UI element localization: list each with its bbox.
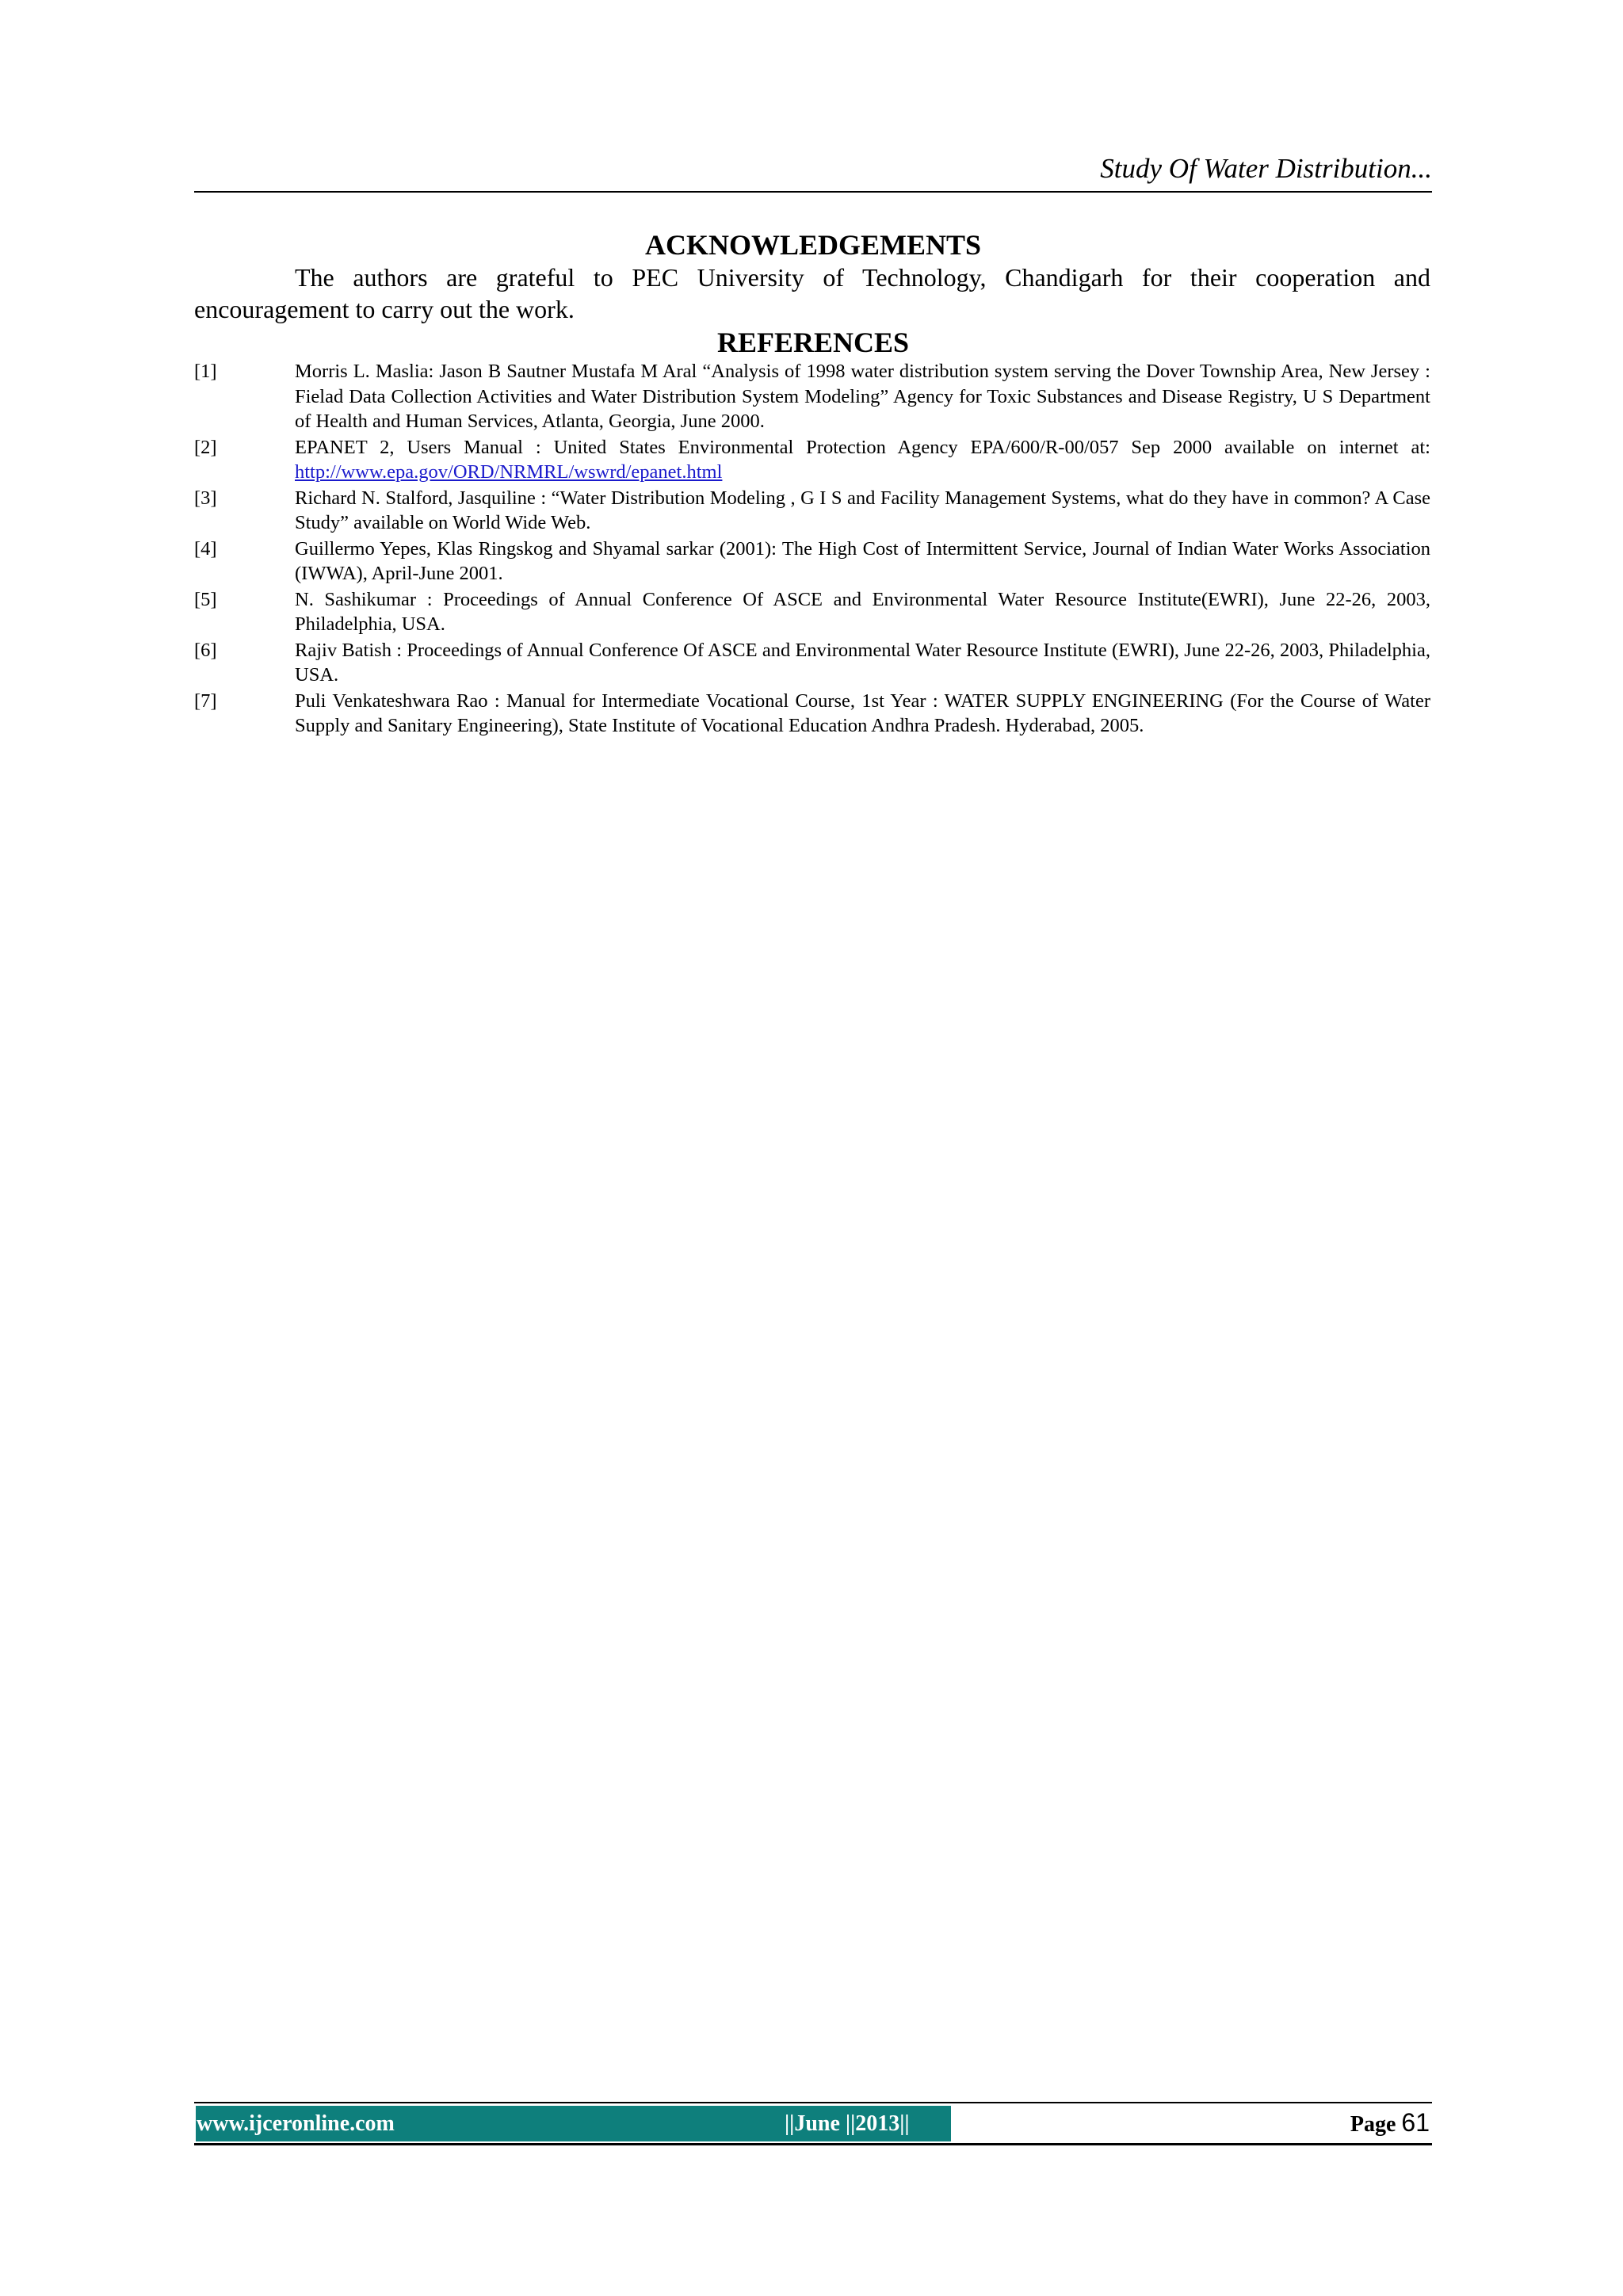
footer-url: www.ijceronline.com	[197, 2111, 395, 2136]
reference-item	[194, 359, 1430, 434]
reference-item	[194, 638, 1430, 688]
footer-rule-top	[194, 2102, 1432, 2103]
footer-rule-bottom	[194, 2143, 1432, 2145]
references-heading: REFERENCES	[716, 327, 910, 358]
reference-text: Richard N. Stalford, Jasquiline : “Water Distribution Modeling , G I S and Facility Management Systems, what do they have in common? A Case Study” available on World Wide Web.	[295, 487, 1430, 533]
reference-item	[194, 587, 1430, 637]
reference-number: [6]	[194, 639, 217, 661]
reference-number: [1]	[194, 361, 217, 382]
footer-date: ||June ||2013||	[785, 2111, 910, 2136]
reference-item	[194, 486, 1430, 536]
page-label: Page	[1350, 2112, 1396, 2137]
references-list	[194, 359, 1430, 739]
reference-text: Guillermo Yepes, Klas Ringskog and Shyamal sarkar (2001): The High Cost of Intermittent Service, Journal of Indian Water Works Association (IWWA), April-June 2001.	[295, 537, 1430, 584]
reference-item	[194, 537, 1430, 586]
header-rule	[194, 191, 1432, 193]
reference-text: Morris L. Maslia: Jason B Sautner Mustafa M Aral “Analysis of 1998 water distribution system serving the Dover Township Area, New Jersey : Fielad Data Collection Activities and Water Distribution System Modeling” Agency for Toxic Substances and Disease Registry, U S Department of Health and Human Services, Atlanta, Georgia, June 2000.	[295, 361, 1430, 432]
reference-item	[194, 435, 1430, 485]
reference-number: [2]	[194, 436, 217, 458]
footer-page-number	[1350, 2107, 1430, 2141]
running-title: Study Of Water Distribution...	[1100, 153, 1432, 184]
reference-item	[194, 689, 1430, 739]
page-number: 61	[1401, 2108, 1430, 2137]
epanet-link[interactable]: http://www.epa.gov/ORD/NRMRL/wswrd/epanet.html	[295, 461, 723, 483]
reference-text: N. Sashikumar : Proceedings of Annual Conference Of ASCE and Environmental Water Resource Institute(EWRI), June 22-26, 2003, Philadelphia, USA.	[295, 588, 1430, 635]
reference-number: [5]	[194, 588, 217, 610]
reference-text-with-link	[295, 435, 1430, 485]
reference-text: EPANET 2, Users Manual : United States Environmental Protection Agency EPA/600/R-00/057 Sep 2000 available on internet at:	[295, 436, 1430, 458]
reference-text: Puli Venkateshwara Rao : Manual for Intermediate Vocational Course, 1st Year : WATER SUPPLY ENGINEERING (For the Course of Water Supply and Sanitary Engineering), State Institute of Vocational Education Andhra Pradesh. Hyderabad, 2005.	[295, 690, 1430, 736]
reference-number: [4]	[194, 537, 217, 560]
reference-number: [7]	[194, 690, 217, 712]
reference-text: Rajiv Batish : Proceedings of Annual Conference Of ASCE and Environmental Water Resource Institute (EWRI), June 22-26, 2003, Philadelphia, USA.	[295, 639, 1430, 686]
acknowledgements-heading: ACKNOWLEDGEMENTS	[644, 229, 982, 261]
reference-number: [3]	[194, 487, 217, 509]
acknowledgements-text: The authors are grateful to PEC University of Technology, Chandigarh for their cooperation and encouragement to carry out the work.	[194, 263, 1430, 323]
